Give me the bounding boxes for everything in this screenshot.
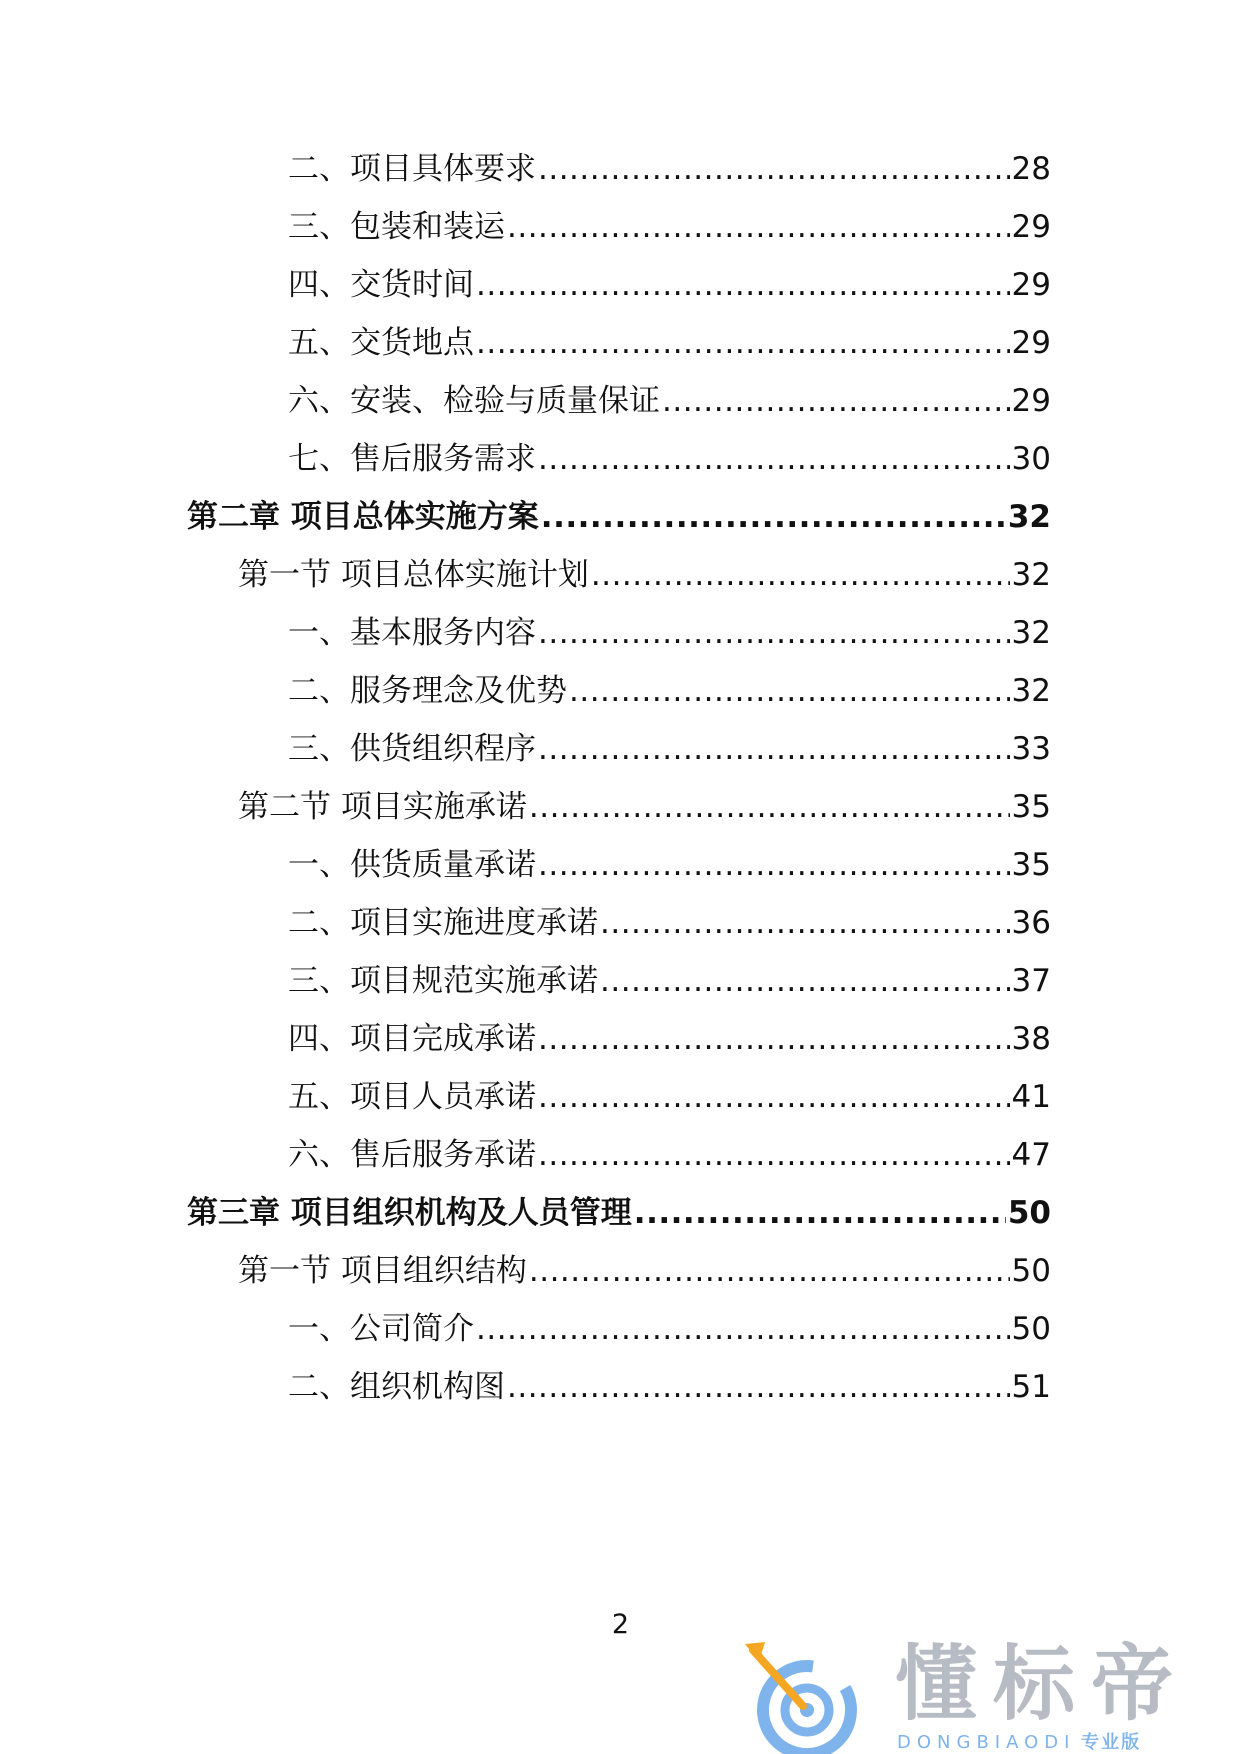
toc-dot-leader bbox=[538, 844, 1010, 886]
toc-entry-page: 50 bbox=[1011, 1253, 1051, 1289]
toc-dot-leader bbox=[529, 1250, 1010, 1292]
toc-dot-leader bbox=[538, 438, 1010, 480]
toc-entry-title: 四、项目完成承诺 bbox=[288, 1021, 536, 1057]
toc-entry[interactable] bbox=[288, 206, 1051, 248]
toc-entry[interactable] bbox=[288, 670, 1051, 712]
toc-entry-page: 32 bbox=[1007, 499, 1051, 535]
toc-entry[interactable] bbox=[288, 1076, 1051, 1118]
toc-entry[interactable] bbox=[288, 902, 1051, 944]
toc-dot-leader bbox=[634, 1192, 1006, 1234]
toc-entry-page: 29 bbox=[1011, 325, 1051, 361]
toc-dot-leader bbox=[600, 902, 1010, 944]
toc-dot-leader bbox=[507, 1366, 1010, 1408]
toc-entry[interactable] bbox=[288, 1308, 1051, 1350]
toc-entry-page: 32 bbox=[1011, 673, 1051, 709]
toc-entry-page: 32 bbox=[1011, 557, 1051, 593]
toc-entry[interactable] bbox=[288, 1134, 1051, 1176]
toc-entry-page: 30 bbox=[1011, 441, 1051, 477]
toc-dot-leader bbox=[569, 670, 1010, 712]
toc-entry-page: 41 bbox=[1011, 1079, 1051, 1115]
toc-entry-page: 50 bbox=[1011, 1311, 1051, 1347]
toc-dot-leader bbox=[662, 380, 1010, 422]
toc-entry-title: 第三章 项目组织机构及人员管理 bbox=[187, 1195, 632, 1231]
watermark bbox=[745, 1637, 1225, 1754]
target-logo-icon bbox=[745, 1640, 865, 1754]
toc-entry-title: 二、项目实施进度承诺 bbox=[288, 905, 598, 941]
toc-entry[interactable] bbox=[288, 844, 1051, 886]
toc-entry-page: 51 bbox=[1011, 1369, 1051, 1405]
toc-entry-title: 一、基本服务内容 bbox=[288, 615, 536, 651]
toc-dot-leader bbox=[476, 1308, 1010, 1350]
toc-entry[interactable] bbox=[288, 380, 1051, 422]
toc-section-entry[interactable] bbox=[238, 1250, 1051, 1292]
toc-entry-title: 三、供货组织程序 bbox=[288, 731, 536, 767]
watermark-brand: 懂标帝 bbox=[895, 1637, 1190, 1732]
toc-chapter-entry[interactable] bbox=[187, 1192, 1051, 1234]
toc-entry[interactable] bbox=[288, 960, 1051, 1002]
toc-entry-title: 三、项目规范实施承诺 bbox=[288, 963, 598, 999]
toc-entry[interactable] bbox=[288, 322, 1051, 364]
toc-entry-title: 四、交货时间 bbox=[288, 267, 474, 303]
toc-dot-leader bbox=[541, 496, 1006, 538]
toc-entry[interactable] bbox=[288, 1366, 1051, 1408]
toc-entry-title: 一、公司简介 bbox=[288, 1311, 474, 1347]
toc-entry[interactable] bbox=[288, 438, 1051, 480]
watermark-subtitle-en: DONGBIAODI bbox=[897, 1732, 1076, 1753]
toc-chapter-entry[interactable] bbox=[187, 496, 1051, 538]
toc-entry-page: 29 bbox=[1011, 209, 1051, 245]
toc-entry-title: 七、售后服务需求 bbox=[288, 441, 536, 477]
toc-section-entry[interactable] bbox=[238, 554, 1051, 596]
toc-entry-page: 28 bbox=[1011, 151, 1051, 187]
toc-entry-title: 二、组织机构图 bbox=[288, 1369, 505, 1405]
toc-dot-leader bbox=[538, 148, 1010, 190]
toc-entry-title: 第二章 项目总体实施方案 bbox=[187, 499, 539, 535]
toc-entry-page: 32 bbox=[1011, 615, 1051, 651]
toc-dot-leader bbox=[538, 1018, 1010, 1060]
toc-entry-page: 29 bbox=[1011, 383, 1051, 419]
toc-entry-page: 50 bbox=[1007, 1195, 1051, 1231]
toc-entry-title: 五、交货地点 bbox=[288, 325, 474, 361]
toc-entry[interactable] bbox=[288, 148, 1051, 190]
toc-entry-title: 一、供货质量承诺 bbox=[288, 847, 536, 883]
toc-entry-page: 38 bbox=[1011, 1021, 1051, 1057]
toc-entry-title: 二、服务理念及优势 bbox=[288, 673, 567, 709]
toc-entry-title: 五、项目人员承诺 bbox=[288, 1079, 536, 1115]
toc-entry-title: 二、项目具体要求 bbox=[288, 151, 536, 187]
toc-entry-title: 六、售后服务承诺 bbox=[288, 1137, 536, 1173]
toc-entry-title: 六、安装、检验与质量保证 bbox=[288, 383, 660, 419]
toc-entry[interactable] bbox=[288, 264, 1051, 306]
toc-dot-leader bbox=[507, 206, 1010, 248]
toc-dot-leader bbox=[529, 786, 1010, 828]
toc-dot-leader bbox=[591, 554, 1010, 596]
toc-dot-leader bbox=[538, 1134, 1010, 1176]
toc-entry[interactable] bbox=[288, 728, 1051, 770]
toc-dot-leader bbox=[476, 264, 1010, 306]
toc-dot-leader bbox=[538, 612, 1010, 654]
watermark-subtitle-cn: 专业版 bbox=[1081, 1732, 1142, 1753]
toc-entry-page: 37 bbox=[1011, 963, 1051, 999]
toc-entry-page: 47 bbox=[1011, 1137, 1051, 1173]
toc-entry-title: 第一节 项目总体实施计划 bbox=[238, 557, 589, 593]
toc-dot-leader bbox=[538, 728, 1010, 770]
toc-entry-page: 36 bbox=[1011, 905, 1051, 941]
watermark-subtitle bbox=[897, 1732, 1141, 1754]
toc-entry-page: 35 bbox=[1011, 789, 1051, 825]
toc-entry[interactable] bbox=[288, 612, 1051, 654]
toc-section-entry[interactable] bbox=[238, 786, 1051, 828]
toc-dot-leader bbox=[476, 322, 1010, 364]
page-number: 2 bbox=[611, 1609, 630, 1640]
toc-dot-leader bbox=[538, 1076, 1010, 1118]
toc-entry[interactable] bbox=[288, 1018, 1051, 1060]
toc-entry-page: 33 bbox=[1011, 731, 1051, 767]
toc-entry-title: 第二节 项目实施承诺 bbox=[238, 789, 527, 825]
toc-entry-title: 第一节 项目组织结构 bbox=[238, 1253, 527, 1289]
toc-entry-title: 三、包装和装运 bbox=[288, 209, 505, 245]
toc-entry-page: 29 bbox=[1011, 267, 1051, 303]
toc-entry-page: 35 bbox=[1011, 847, 1051, 883]
toc-dot-leader bbox=[600, 960, 1010, 1002]
